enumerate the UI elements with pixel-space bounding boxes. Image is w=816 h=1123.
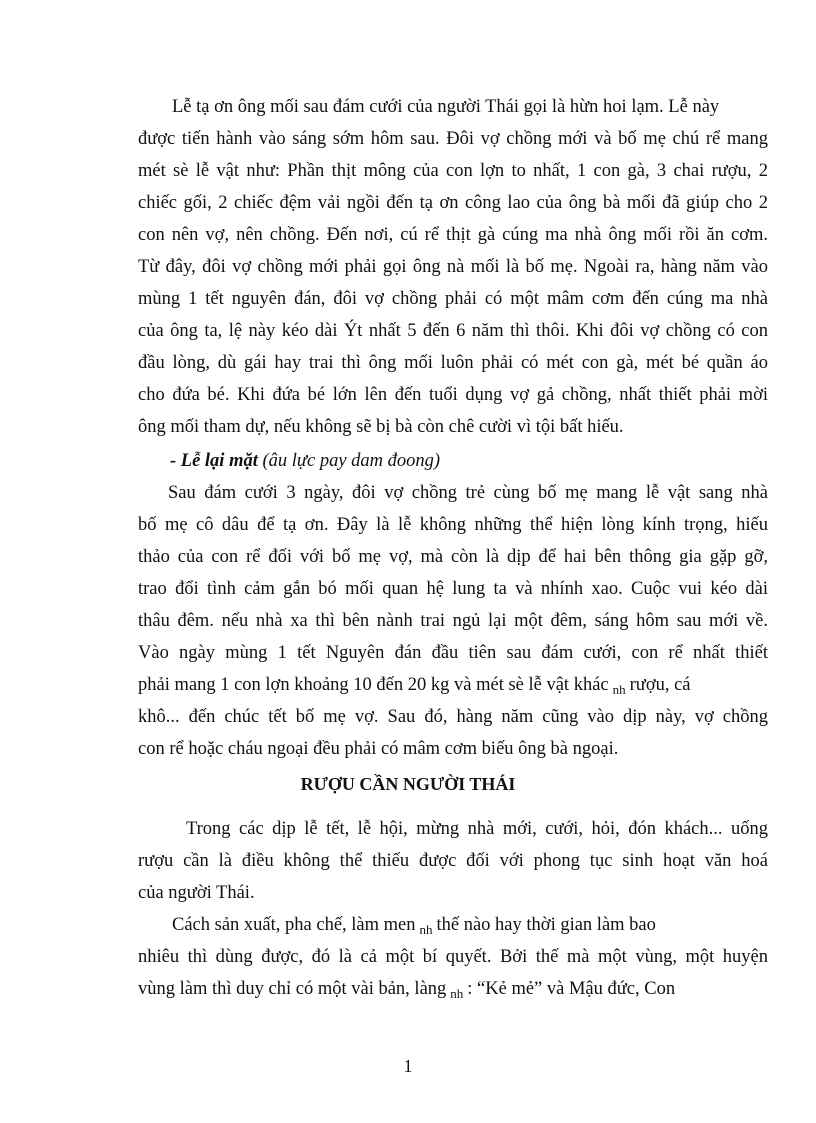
subheading-le-lai-mat	[170, 450, 800, 472]
paragraph-2-line-8: khô... đến chúc tết bố mẹ vợ. Sau đó, hàng năm cũng vào dịp này, vợ chồng	[138, 707, 768, 727]
small-nh-fragment: nh	[450, 986, 464, 1001]
paragraph-1-line-5: con nên vợ, nên chồng. Đến nơi, cú rể thịt gà cúng ma nhà ông mối rồi ăn cơm.	[138, 225, 768, 245]
paragraph-4-line-2: nhiêu thì dùng được, đó là cả một bí quyết. Bởi thế mà một vùng, một huyện	[138, 947, 768, 967]
small-nh-fragment: nh	[612, 682, 626, 697]
section-title: RƯỢU CẦN NGƯỜI THÁI	[300, 774, 516, 794]
page-number: 1	[403, 1056, 413, 1076]
paragraph-1-line-8: của ông ta, lệ này kéo dài Ýt nhất 5 đến 6 năm thì thôi. Khi đôi vợ chồng có con	[138, 321, 768, 341]
paragraph-1-line-2: được tiến hành vào sáng sớm hôm sau. Đôi vợ chồng mới và bố mẹ chú rể mang	[138, 129, 768, 149]
paragraph-1-line-3: mét sè lễ vật như: Phần thịt mông của con lợn to nhất, 1 con gà, 3 chai rượu, 2	[138, 161, 768, 181]
paragraph-4-line-3-start: vùng làm thì duy chỉ có một vài bản, làng	[138, 979, 447, 999]
small-nh-fragment: nh	[419, 922, 433, 937]
paragraph-4-line-3	[138, 978, 768, 1005]
paragraph-4-line-1	[172, 914, 802, 941]
paragraph-2-line-2: bố mẹ cô dâu để tạ ơn. Đây là lễ không những thể hiện lòng kính trọng, hiếu	[138, 515, 768, 535]
paragraph-2-line-3: thảo của con rể đối với bố mẹ vợ, mà còn là dịp để hai bên thông gia gặp gỡ,	[138, 547, 768, 567]
paragraph-1-line-4: chiếc gối, 2 chiếc đệm vải ngồi đến tạ ơn công lao của ông bà mối đã giúp cho 2	[138, 193, 768, 213]
paragraph-1-line-9: đầu lòng, dù gái hay trai thì ông mối luôn phải có mét con gà, mét bé quần áo	[138, 353, 768, 373]
subheading-italic: (âu lực pay dam đoong)	[257, 451, 441, 471]
paragraph-2-line-4: trao đổi tình cảm gắn bó mối quan hệ lung ta và nhính xao. Cuộc vui kéo dài	[138, 579, 768, 599]
paragraph-2-line-7-start: phải mang 1 con lợn khoảng 10 đến 20 kg và mét sè lễ vật khác	[138, 675, 609, 695]
paragraph-1-line-7: mùng 1 tết nguyên đán, đôi vợ chồng phải có một mâm cơm đến cúng ma nhà	[138, 289, 768, 309]
paragraph-1-line-1: Lễ tạ ơn ông mối sau đám cưới của người Thái gọi là hừn hoi lạm. Lễ này	[172, 97, 720, 117]
paragraph-1-line-6: Từ đây, đôi vợ chồng mới phải gọi ông nà mối là bố mẹ. Ngoài ra, hàng năm vào	[138, 257, 768, 277]
paragraph-1-line-11: ông mối tham dự, nếu không sẽ bị bà còn chê cười vì tội bất hiếu.	[138, 417, 624, 437]
paragraph-4-line-3-end: : “Kẻ mẻ” và Mậu đức, Con	[467, 979, 676, 999]
paragraph-1-line-10: cho đứa bé. Khi đứa bé lớn lên đến tuổi dụng vợ gả chồng, nhất thiết phải mời	[138, 385, 768, 405]
paragraph-3-line-2: rượu cần là điều không thể thiếu được đối với phong tục sinh hoạt văn hoá	[138, 851, 768, 871]
paragraph-2-line-1: Sau đám cưới 3 ngày, đôi vợ chồng trẻ cùng bố mẹ mang lễ vật sang nhà	[168, 483, 768, 503]
paragraph-2-line-6: Vào ngày mùng 1 tết Nguyên đán đầu tiên sau đám cưới, con rể nhất thiết	[138, 643, 768, 663]
paragraph-4-line-1-start: Cách sản xuất, pha chế, làm men	[172, 915, 416, 935]
paragraph-2-line-5: thâu đêm. nếu nhà xa thì bên nành trai ngủ lại một đêm, sáng hôm sau mới về.	[138, 611, 768, 631]
paragraph-3-line-1: Trong các dịp lễ tết, lễ hội, mừng nhà mới, cưới, hỏi, đón khách... uống	[186, 819, 768, 839]
paragraph-2-line-7	[138, 674, 768, 701]
subheading-bold: - Lễ lại mặt	[170, 451, 258, 471]
paragraph-2-line-7-end: rượu, cá	[629, 675, 691, 695]
paragraph-4-line-1-end: thế nào hay thời gian làm bao	[436, 915, 656, 935]
paragraph-3-line-3: của người Thái.	[138, 883, 255, 903]
paragraph-2-line-9: con rể hoặc cháu ngoại đều phải có mâm cơm biếu ông bà ngoại.	[138, 739, 619, 759]
